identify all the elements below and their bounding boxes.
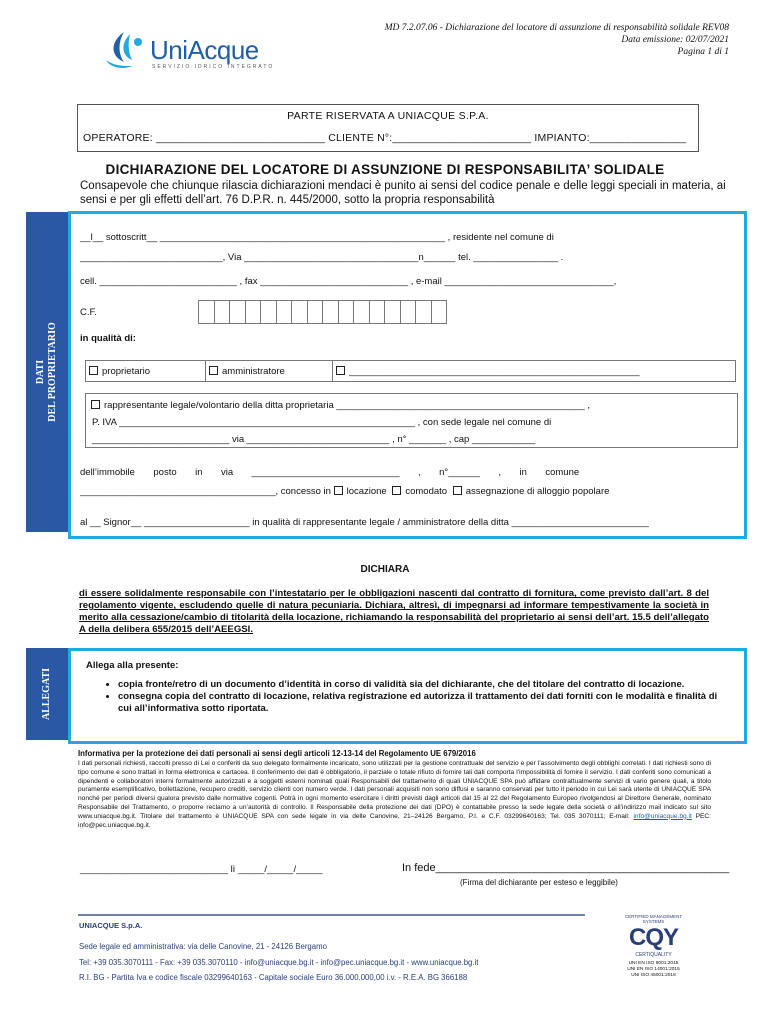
footer-address: Sede legale ed amministrativa: via delle Canovine, 21 - 24126 Bergamo — [79, 942, 327, 951]
cf-cell[interactable] — [260, 300, 277, 324]
owner-side-label — [35, 212, 59, 532]
label-locazione: locazione — [346, 486, 387, 497]
intro-paragraph: Consapevole che chiunque rilascia dichiarazioni mendaci è punito ai sensi del codice penale e delle leggi speciali in materia, ai sensi e per gli effetti dell’art. 76 D.P.R. n. 445/2000, sotto la propria responsabilità — [80, 180, 726, 206]
footer-contacts: Tel: +39 035.3070111 - Fax: +39 035.3070110 - info@uniacque.bg.it - info@pec.uniacque.bg.it - www.uniacque.bg.it — [79, 958, 479, 967]
cf-label: C.F. — [80, 307, 97, 318]
reserved-title: PARTE RISERVATA A UNIACQUE S.P.A. — [287, 110, 489, 122]
privacy-title: Informativa per la protezione dei dati personali ai sensi degli articoli 12-13-14 del Regolamento UE 679/2016 — [78, 749, 476, 758]
property-address-line[interactable]: dell’immobile posto in via ____________________________ , n°______ , in comune — [80, 467, 580, 478]
place-date-field[interactable]: ____________________________ lì _____/_____/_____ — [80, 864, 323, 875]
page-number: Pagina 1 di 1 — [677, 47, 729, 57]
footer-divider — [78, 914, 585, 916]
footer-company: UNIACQUE S.p.A. — [79, 921, 143, 930]
representative-box — [85, 393, 738, 448]
cf-cell[interactable] — [431, 300, 448, 324]
cert-norm: UNI ISO 45001:2018 — [631, 973, 676, 978]
owner-name-line[interactable]: __l__ sottoscritt__ ______________________________________________________ , residente nel comune di — [80, 232, 554, 243]
cert-top-text: CERTIFIED MANAGEMENT SYSTEMS — [624, 914, 683, 924]
privacy-email-link[interactable]: info@uniacque.bg.it — [633, 812, 692, 820]
option-other-field[interactable]: _______________________________________________________ — [349, 366, 640, 377]
declaration-statement: di essere solidalmente responsabile con l’intestatario per le obbligazioni nascenti dal contratto di fornitura, come previsto dall’art. 8 del regolamento vigente, escludendo quelle di natura pecuniaria. Dichiara, altresì, di impegnarsi ad informare tempestivamente la società in merito alla cessazione/cambio di titolarità della locazione, richiamando la responsabilità del proprietario ai sensi dell’art. 15.5 dell’allegato A della delibera 655/2015 dell’AEEGSI. — [79, 588, 709, 635]
document-title: DICHIARAZIONE DEL LOCATORE DI ASSUNZIONE DI RESPONSABILITA’ SOLIDALE — [105, 162, 665, 177]
doc-code: MD 7.2.07.06 - Dichiarazione del locatore di assunzione di responsabilità solidale REV08 — [384, 23, 729, 33]
cf-cell[interactable] — [198, 300, 215, 324]
cf-cell[interactable] — [369, 300, 386, 324]
issue-date: Data emissione: 02/07/2021 — [621, 35, 729, 45]
attachment-item: • copia fronte/retro di un documento d’identità in corso di validità sia del dichiarante, che del titolare del contratto di locazione. — [118, 679, 723, 691]
reserved-fields[interactable]: OPERATORE: ____________________________ CLIENTE N°:_______________________ IMPIANTO:________________ — [83, 132, 687, 144]
privacy-pec: PEC: info@pec.uniacque.bg.it. — [78, 812, 711, 829]
cf-cell[interactable] — [245, 300, 262, 324]
side-label-line2: DEL PROPRIETARIO — [47, 322, 58, 422]
checkbox-locazione[interactable] — [334, 486, 343, 495]
label-assegnazione: assegnazione di alloggio popolare — [465, 486, 610, 497]
signature-caption: (Firma del dichiarante per esteso e leggibile) — [460, 878, 618, 887]
owner-contacts-line[interactable]: cell. __________________________ , fax ____________________________ , e-mail ________________________________, — [80, 276, 617, 287]
document-header — [385, 22, 729, 58]
logo-wordmark: UniAcque — [150, 35, 259, 65]
option-proprietario[interactable] — [85, 360, 206, 382]
privacy-text — [78, 760, 711, 830]
side-label-line1: DATI — [35, 359, 46, 385]
logo-tagline: SERVIZIO IDRICO INTEGRATO — [152, 64, 275, 70]
representative-text: rappresentante legale/volontario della ditta proprietaria _______________________________________________ , — [104, 400, 590, 411]
reserved-section — [77, 104, 699, 152]
cf-cell[interactable] — [229, 300, 246, 324]
checkbox-representative[interactable] — [91, 400, 100, 409]
cf-cell[interactable] — [322, 300, 339, 324]
cert-sub: CERTIQUALITY — [635, 952, 672, 958]
cert-norms — [616, 961, 691, 979]
certiquality-badge — [616, 914, 691, 999]
footer-registry: R.I. BG - Partita Iva e codice fiscale 03299640163 - Capitale sociale Euro 36.000.000,00 i.v. - R.E.A. BG 366188 — [79, 973, 468, 982]
attachment-item: • consegna copia del contratto di locazione, relativa registrazione ed autorizza il trattamento dei dati forniti con le modalità e finalità di cui all’informativa sotto riportata. — [118, 691, 723, 715]
owner-address-line[interactable]: ___________________________, Via _________________________________n______ tel. ________________ . — [80, 252, 564, 263]
checkbox-amministratore[interactable] — [209, 366, 218, 375]
option-amministratore-label: amministratore — [222, 366, 285, 377]
option-proprietario-label: proprietario — [102, 366, 151, 377]
representative-line[interactable] — [91, 400, 590, 411]
attachments-side-bar — [26, 648, 68, 740]
attachments-list — [98, 679, 723, 715]
cf-cell[interactable] — [415, 300, 432, 324]
checkbox-proprietario[interactable] — [89, 366, 98, 375]
declares-heading: DICHIARA — [360, 564, 410, 575]
label-comodato: comodato — [405, 486, 448, 497]
checkbox-comodato[interactable] — [392, 486, 401, 495]
checkbox-assegnazione[interactable] — [453, 486, 462, 495]
capacity-label: in qualità di: — [80, 333, 136, 344]
cert-norm: UNI EN ISO 14001:2015 — [627, 967, 680, 972]
attachments-title: Allega alla presente: — [86, 660, 179, 671]
owner-side-bar — [26, 212, 68, 532]
cf-input-grid[interactable] — [199, 300, 447, 324]
property-comune-field[interactable]: _____________________________________, concesso in — [80, 486, 331, 497]
cert-norm: UNI EN ISO 9001:2015 — [628, 961, 679, 966]
cf-cell[interactable] — [400, 300, 417, 324]
option-amministratore[interactable] — [205, 360, 333, 382]
cf-cell[interactable] — [384, 300, 401, 324]
tenant-line[interactable]: al __ Signor__ ____________________ in qualità di rappresentante legale / amministratore della ditta __________________________ — [80, 517, 649, 528]
cf-cell[interactable] — [338, 300, 355, 324]
checkbox-other[interactable] — [336, 366, 345, 375]
privacy-body: I dati personali richiesti, raccolti presso di Lei o conferiti da suo delegato formalmente incaricato, sono utilizzati per la gestione contrattuale del servizio e per l’assolvimento degli obblighi correlati. I dati richiesti sono di tipo comune e sono trattati in forma elettronica e cartacea. Il conferimento dei dati è obbligatorio, il parziale o totale rifiuto di fornire tali dati comporta l’impossibilità di fornire il servizio. I dati conferiti sono comunicati a dipendenti e collaboratori interni formalmente autorizzati e a soggetti esterni nominati quali Responsabili del trattamento di quali UNIACQUE SPA può affidare contrattualmente servizi di vario genere quali, a titolo puramente esemplificativo, bollettazione, recupero crediti, servizio clienti con numero verde. I dati personali acquisiti non sono diffusi e saranno conservati per tutto il periodo in cui Lei sarà utente di UNIACQUE SPA nonché per periodi diversi qualora previsto dalle normative cogenti. Potrà in ogni momento esercitare i diritti previsti dagli articoli dal 15 al 22 del Regolamento Europeo rivolgendosi al Direttore Generale, nominato Responsabile del Trattamento, o proporre reclamo a un’autorità di controllo. Il Responsabile della protezione dei dati (DPO) è contattabile presso la sede legale della società o all’indirizzo mail indicato sul sito www.uniacque.bg.it. Titolare del trattamento è UNIACQUE SPA con sede legale in via delle Canovine, 21–24126 Bergamo, P.I. e C.F. 03299640163; Tel. 035 3070111; E-mail: — [78, 760, 711, 820]
vat-line[interactable]: P. IVA ________________________________________________________ , con sede legale nel comune di — [92, 417, 552, 428]
cf-cell[interactable] — [214, 300, 231, 324]
signature-field[interactable]: In fede________________________________________________ — [402, 862, 730, 874]
cf-cell[interactable] — [276, 300, 293, 324]
cert-brand: CQY — [628, 924, 678, 951]
registered-office-line[interactable]: __________________________ via ___________________________ , n° _______ , cap ____________ — [92, 434, 536, 445]
attachments-side-label: ALLEGATI — [41, 667, 52, 721]
cf-cell[interactable] — [291, 300, 308, 324]
property-grant-line[interactable] — [80, 486, 609, 497]
cf-cell[interactable] — [353, 300, 370, 324]
option-other[interactable] — [332, 360, 736, 382]
cf-cell[interactable] — [307, 300, 324, 324]
